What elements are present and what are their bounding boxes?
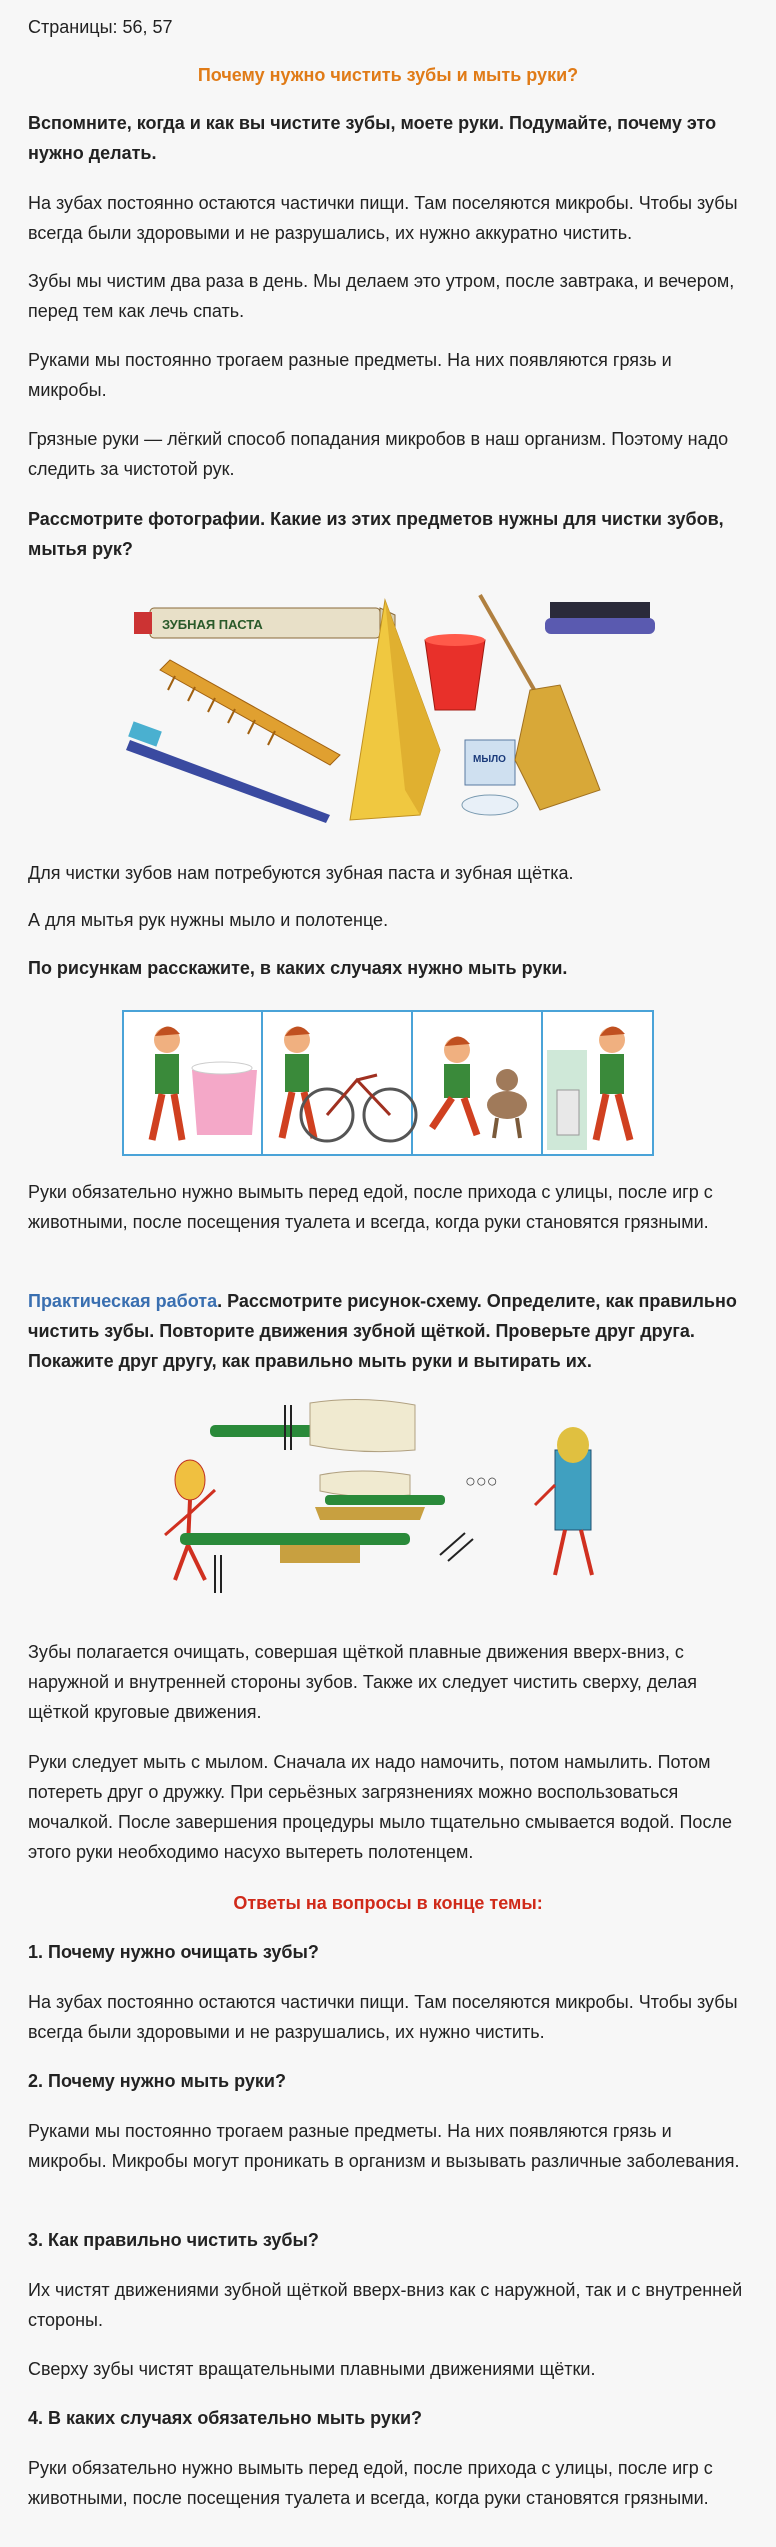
answer-3b: Сверху зубы чистят вращательными плавными движениями щётки. — [28, 2359, 596, 2379]
toothbrush-up-down-icon — [210, 1399, 415, 1451]
svg-text:○○○: ○○○ — [465, 1471, 498, 1491]
toothbrushing-scheme — [160, 1395, 650, 1595]
soap-icon — [462, 740, 518, 815]
toothpaste-label: ЗУБНАЯ ПАСТА — [162, 617, 263, 632]
handwash-cases-strip — [122, 1010, 654, 1156]
question-4: 4. В каких случаях обязательно мыть руки? — [28, 2408, 423, 2428]
paragraph-4: Грязные руки — лёгкий способ попадания микробов в наш организм. Поэтому надо следить за чистотой рук. — [28, 429, 729, 479]
paragraph-1: На зубах постоянно остаются частички пищи. Там поселяются микробы. Чтобы зубы всегда были здоровыми и не разрушались, их нужно аккуратно чистить. — [28, 193, 738, 243]
answer-2: Руками мы постоянно трогаем разные предметы. На них появляются грязь и микробы. Микробы могут проникать в организм и вызывать различные заболевания. — [28, 2121, 740, 2171]
task-pictures: По рисункам расскажите, в каких случаях нужно мыть руки. — [28, 958, 568, 978]
answer-3a: Их чистят движениями зубной щёткой вверх-вниз как с наружной, так и с внутренней стороны. — [28, 2280, 743, 2330]
brush-icon — [545, 602, 655, 634]
answers-title: Ответы на вопросы в конце темы: — [233, 1893, 543, 1913]
question-2: 2. Почему нужно мыть руки? — [28, 2071, 286, 2091]
toothbrush-character-icon — [535, 1427, 592, 1575]
toothpaste-icon — [134, 608, 395, 638]
paragraph-6: А для мытья рук нужны мыло и полотенце. — [28, 910, 389, 930]
question-3: 3. Как правильно чистить зубы? — [28, 2230, 319, 2250]
paragraph-9: Руки следует мыть с мылом. Сначала их надо намочить, потом намылить. Потом потереть друг о дружку. При серьёзных загрязнениях можно воспользоваться мочалкой. После завершения процедуры мыло тщательно смывается водой. После этого руки необходимо насухо вытереть полотенцем. — [28, 1752, 732, 1862]
paragraph-7: Руки обязательно нужно вымыть перед едой, после прихода с улицы, после игр с животными, после посещения туалета и всегда, когда руки становятся грязными. — [28, 1182, 713, 1232]
paragraph-2: Зубы мы чистим два раза в день. Мы делаем это утром, после завтрака, и вечером, перед тем как лечь спать. — [28, 271, 735, 321]
page-title: Почему нужно чистить зубы и мыть руки? — [197, 65, 579, 85]
pages-label: Страницы: 56, 57 — [28, 17, 173, 37]
cup-icon — [425, 634, 485, 710]
answer-1: На зубах постоянно остаются частички пищи. Там поселяются микробы. Чтобы зубы всегда были здоровыми и не разрушались, их нужно чистить. — [28, 1992, 738, 2042]
question-1: 1. Почему нужно очищать зубы? — [28, 1942, 319, 1962]
toothpaste-character-icon — [165, 1460, 215, 1580]
paragraph-8: Зубы полагается очищать, совершая щёткой плавные движения вверх-вниз, с наружной и внутренней стороны зубов. Также их следует чистить сверху, делая щёткой круговые движения. — [28, 1642, 698, 1722]
toothbrush-inner-icon — [180, 1533, 473, 1593]
practical-task — [28, 1286, 748, 1376]
paragraph-3: Руками мы постоянно трогаем разные предметы. На них появляются грязь и микробы. — [28, 350, 672, 400]
task-photos: Рассмотрите фотографии. Какие из этих предметов нужны для чистки зубов, мытья рук? — [28, 509, 724, 559]
soap-label: МЫЛО — [473, 754, 506, 765]
comb-icon — [160, 660, 340, 765]
intro-task: Вспомните, когда и как вы чистите зубы, моете руки. Подумайте, почему это нужно делать. — [28, 113, 717, 163]
practical-label: Практическая работа — [28, 1291, 218, 1311]
paragraph-5: Для чистки зубов нам потребуются зубная паста и зубная щётка. — [28, 863, 574, 883]
hygiene-items-illustration — [120, 590, 660, 840]
toothbrush-circular-icon — [315, 1471, 498, 1520]
practical-task-text: . Рассмотрите рисунок-схему. Определите, как правильно чистить зубы. Повторите движения зубной щёткой. Проверьте друг друга. Покажите друг другу, как правильно мыть руки и вытирать их. — [28, 1291, 737, 1371]
answer-4: Руки обязательно нужно вымыть перед едой, после прихода с улицы, после игр с животными, после посещения туалета и всегда, когда руки становятся грязными. — [28, 2458, 713, 2508]
